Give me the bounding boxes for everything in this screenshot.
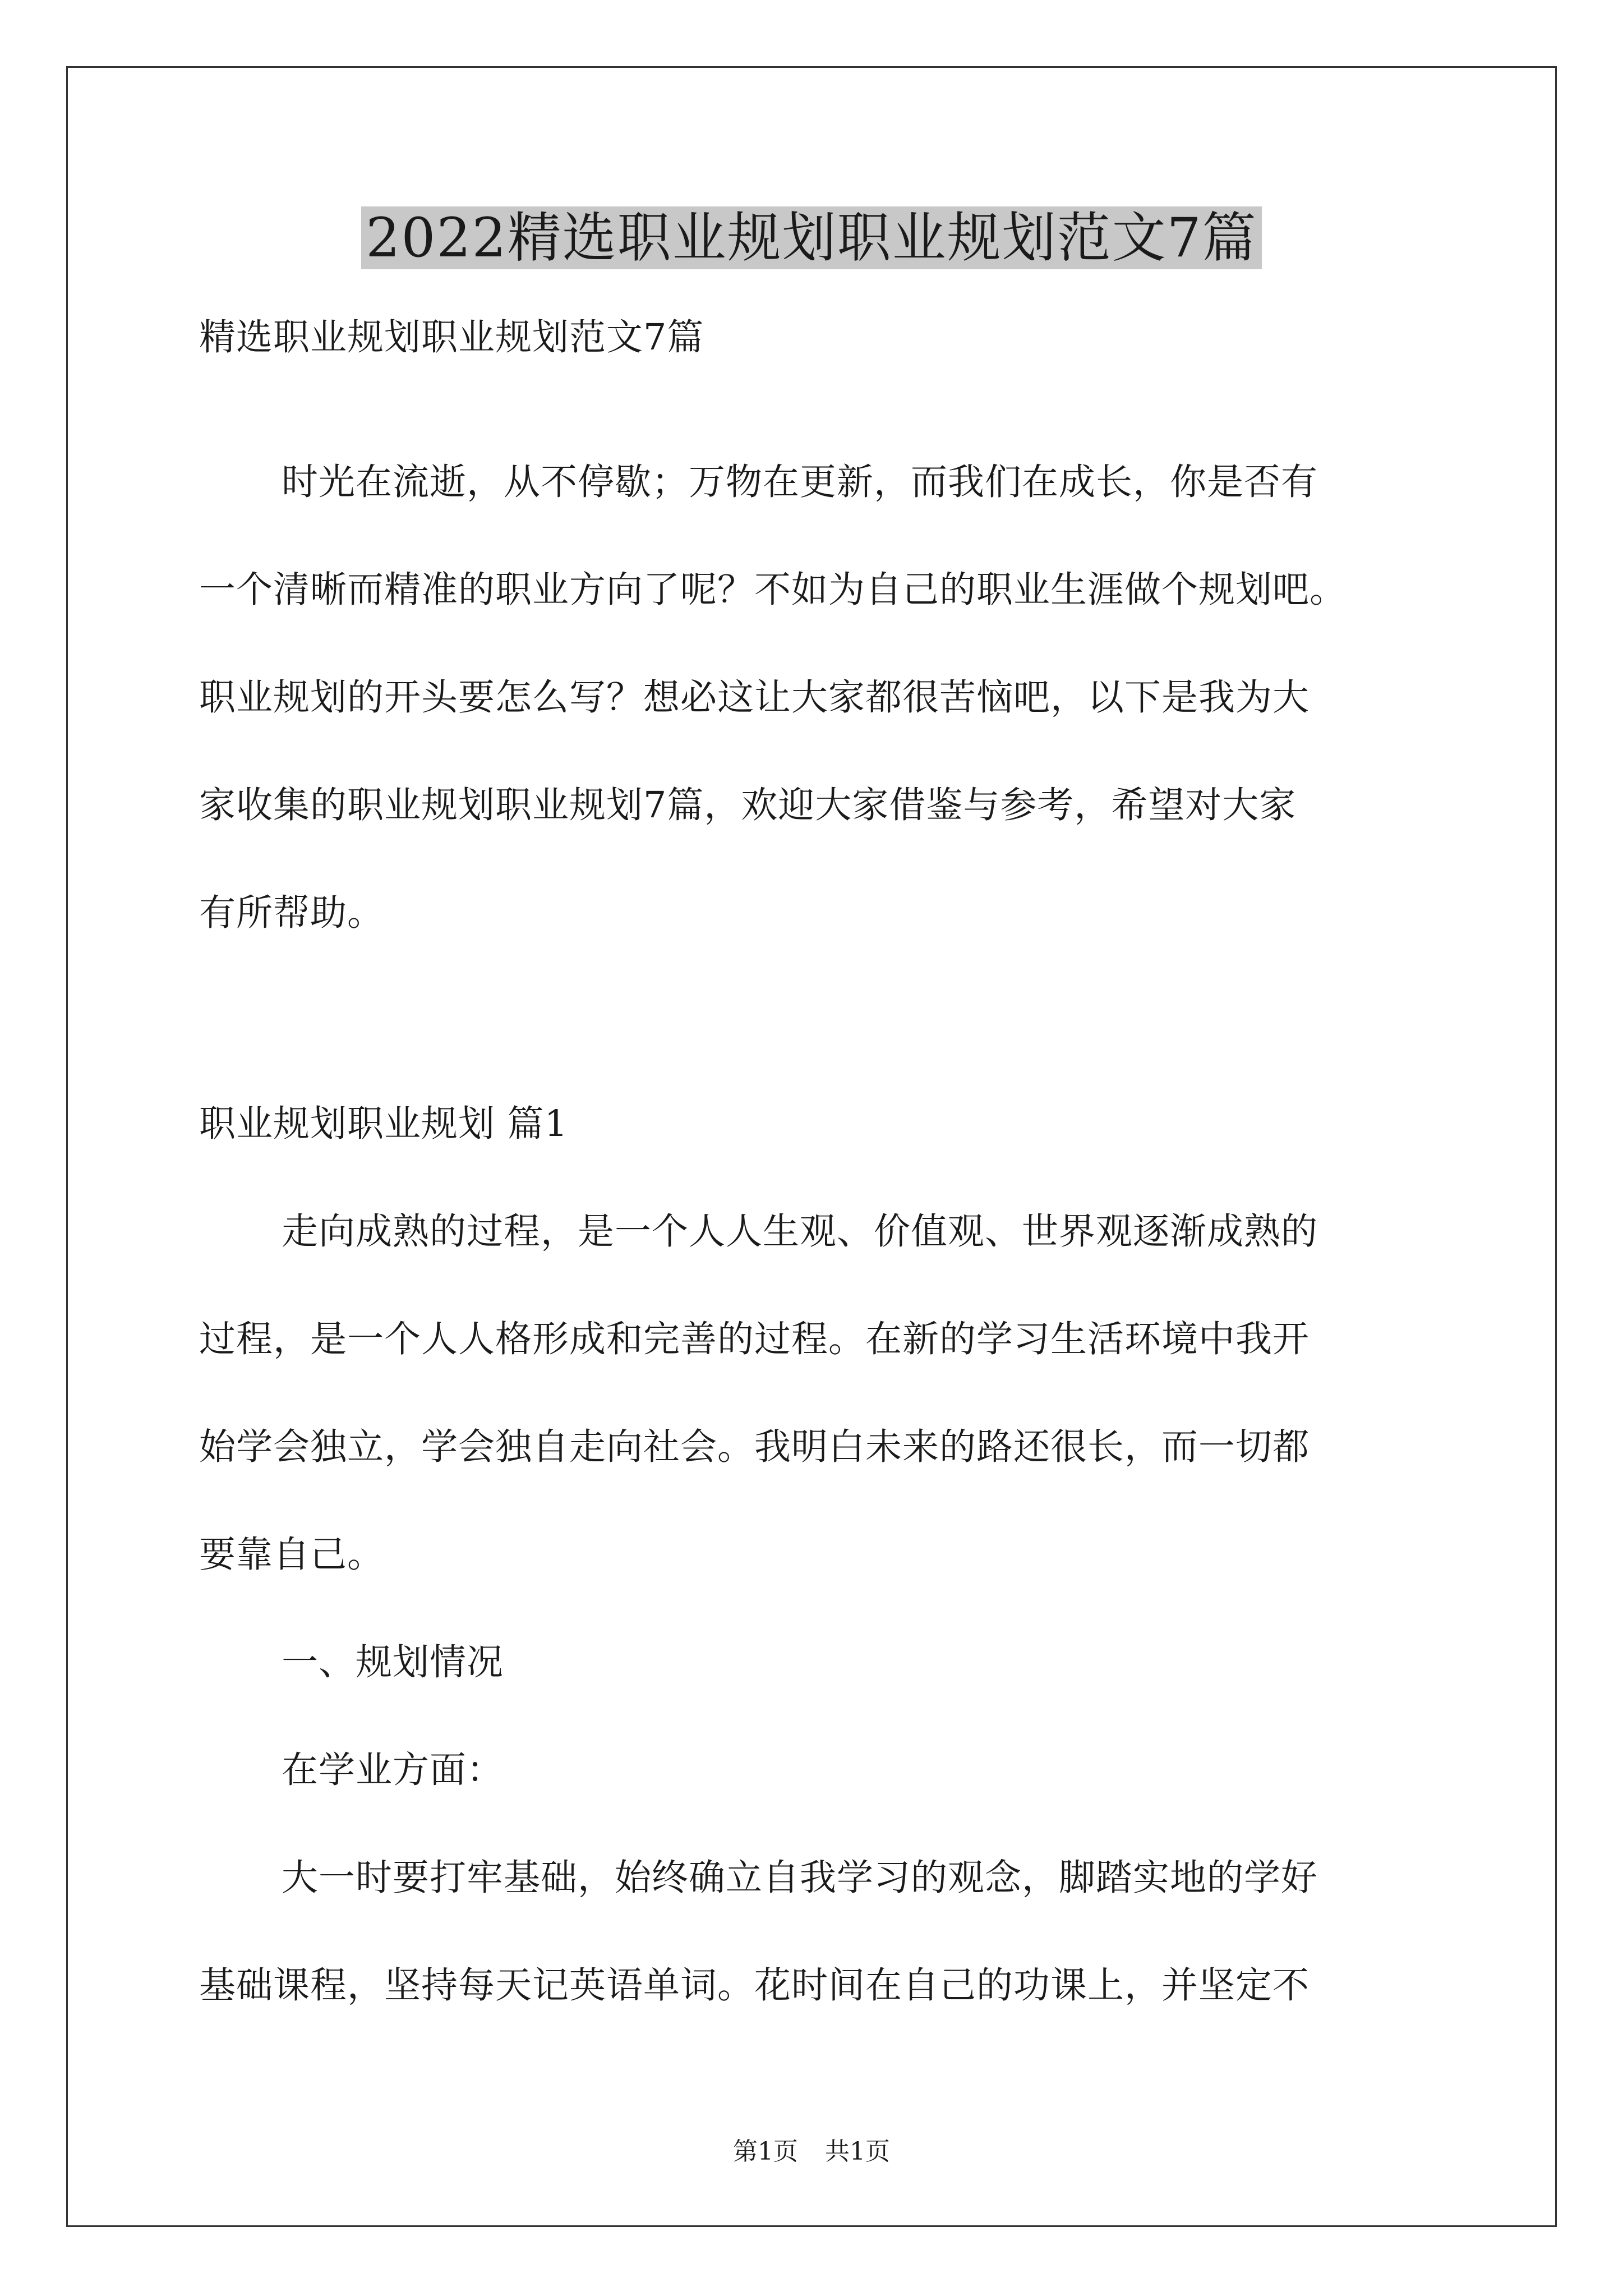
page-number: 第1页 xyxy=(733,2137,798,2166)
paragraph-line: 家收集的职业规划职业规划7篇，欢迎大家借鉴与参考，希望对大家 xyxy=(199,784,1297,826)
document-title xyxy=(0,203,1623,273)
paragraph-line: 职业规划的开头要怎么写？想必这让大家都很苦恼吧，以下是我为大 xyxy=(199,677,1310,719)
subheading-line: 在学业方面： xyxy=(282,1749,504,1791)
page-footer xyxy=(0,2136,1623,2168)
document-title-text: 2022精选职业规划职业规划范文7篇 xyxy=(361,206,1261,269)
subheading-line: 一、规划情况 xyxy=(282,1641,504,1683)
paragraph-line: 大一时要打牢基础，始终确立自我学习的观念，脚踏实地的学好 xyxy=(282,1857,1318,1899)
page-total: 共1页 xyxy=(825,2137,890,2166)
paragraph-line: 时光在流逝，从不停歇；万物在更新，而我们在成长，你是否有 xyxy=(282,461,1318,503)
page-border xyxy=(66,66,1557,2227)
paragraph-line: 一个清晰而精准的职业方向了呢？不如为自己的职业生涯做个规划吧。 xyxy=(199,569,1347,611)
paragraph-line: 有所帮助。 xyxy=(199,892,385,934)
paragraph-line: 过程，是一个人人格形成和完善的过程。在新的学习生活环境中我开 xyxy=(199,1318,1310,1360)
subtitle-line: 精选职业规划职业规划范文7篇 xyxy=(199,316,704,358)
paragraph-line: 要靠自己。 xyxy=(199,1534,385,1576)
section-heading: 职业规划职业规划 篇1 xyxy=(199,1103,569,1145)
paragraph-line: 始学会独立，学会独自走向社会。我明白未来的路还很长，而一切都 xyxy=(199,1426,1310,1468)
paragraph-line: 走向成熟的过程，是一个人人生观、价值观、世界观逐渐成熟的 xyxy=(282,1211,1318,1253)
paragraph-line: 基础课程，坚持每天记英语单词。花时间在自己的功课上，并坚定不 xyxy=(199,1964,1310,2007)
